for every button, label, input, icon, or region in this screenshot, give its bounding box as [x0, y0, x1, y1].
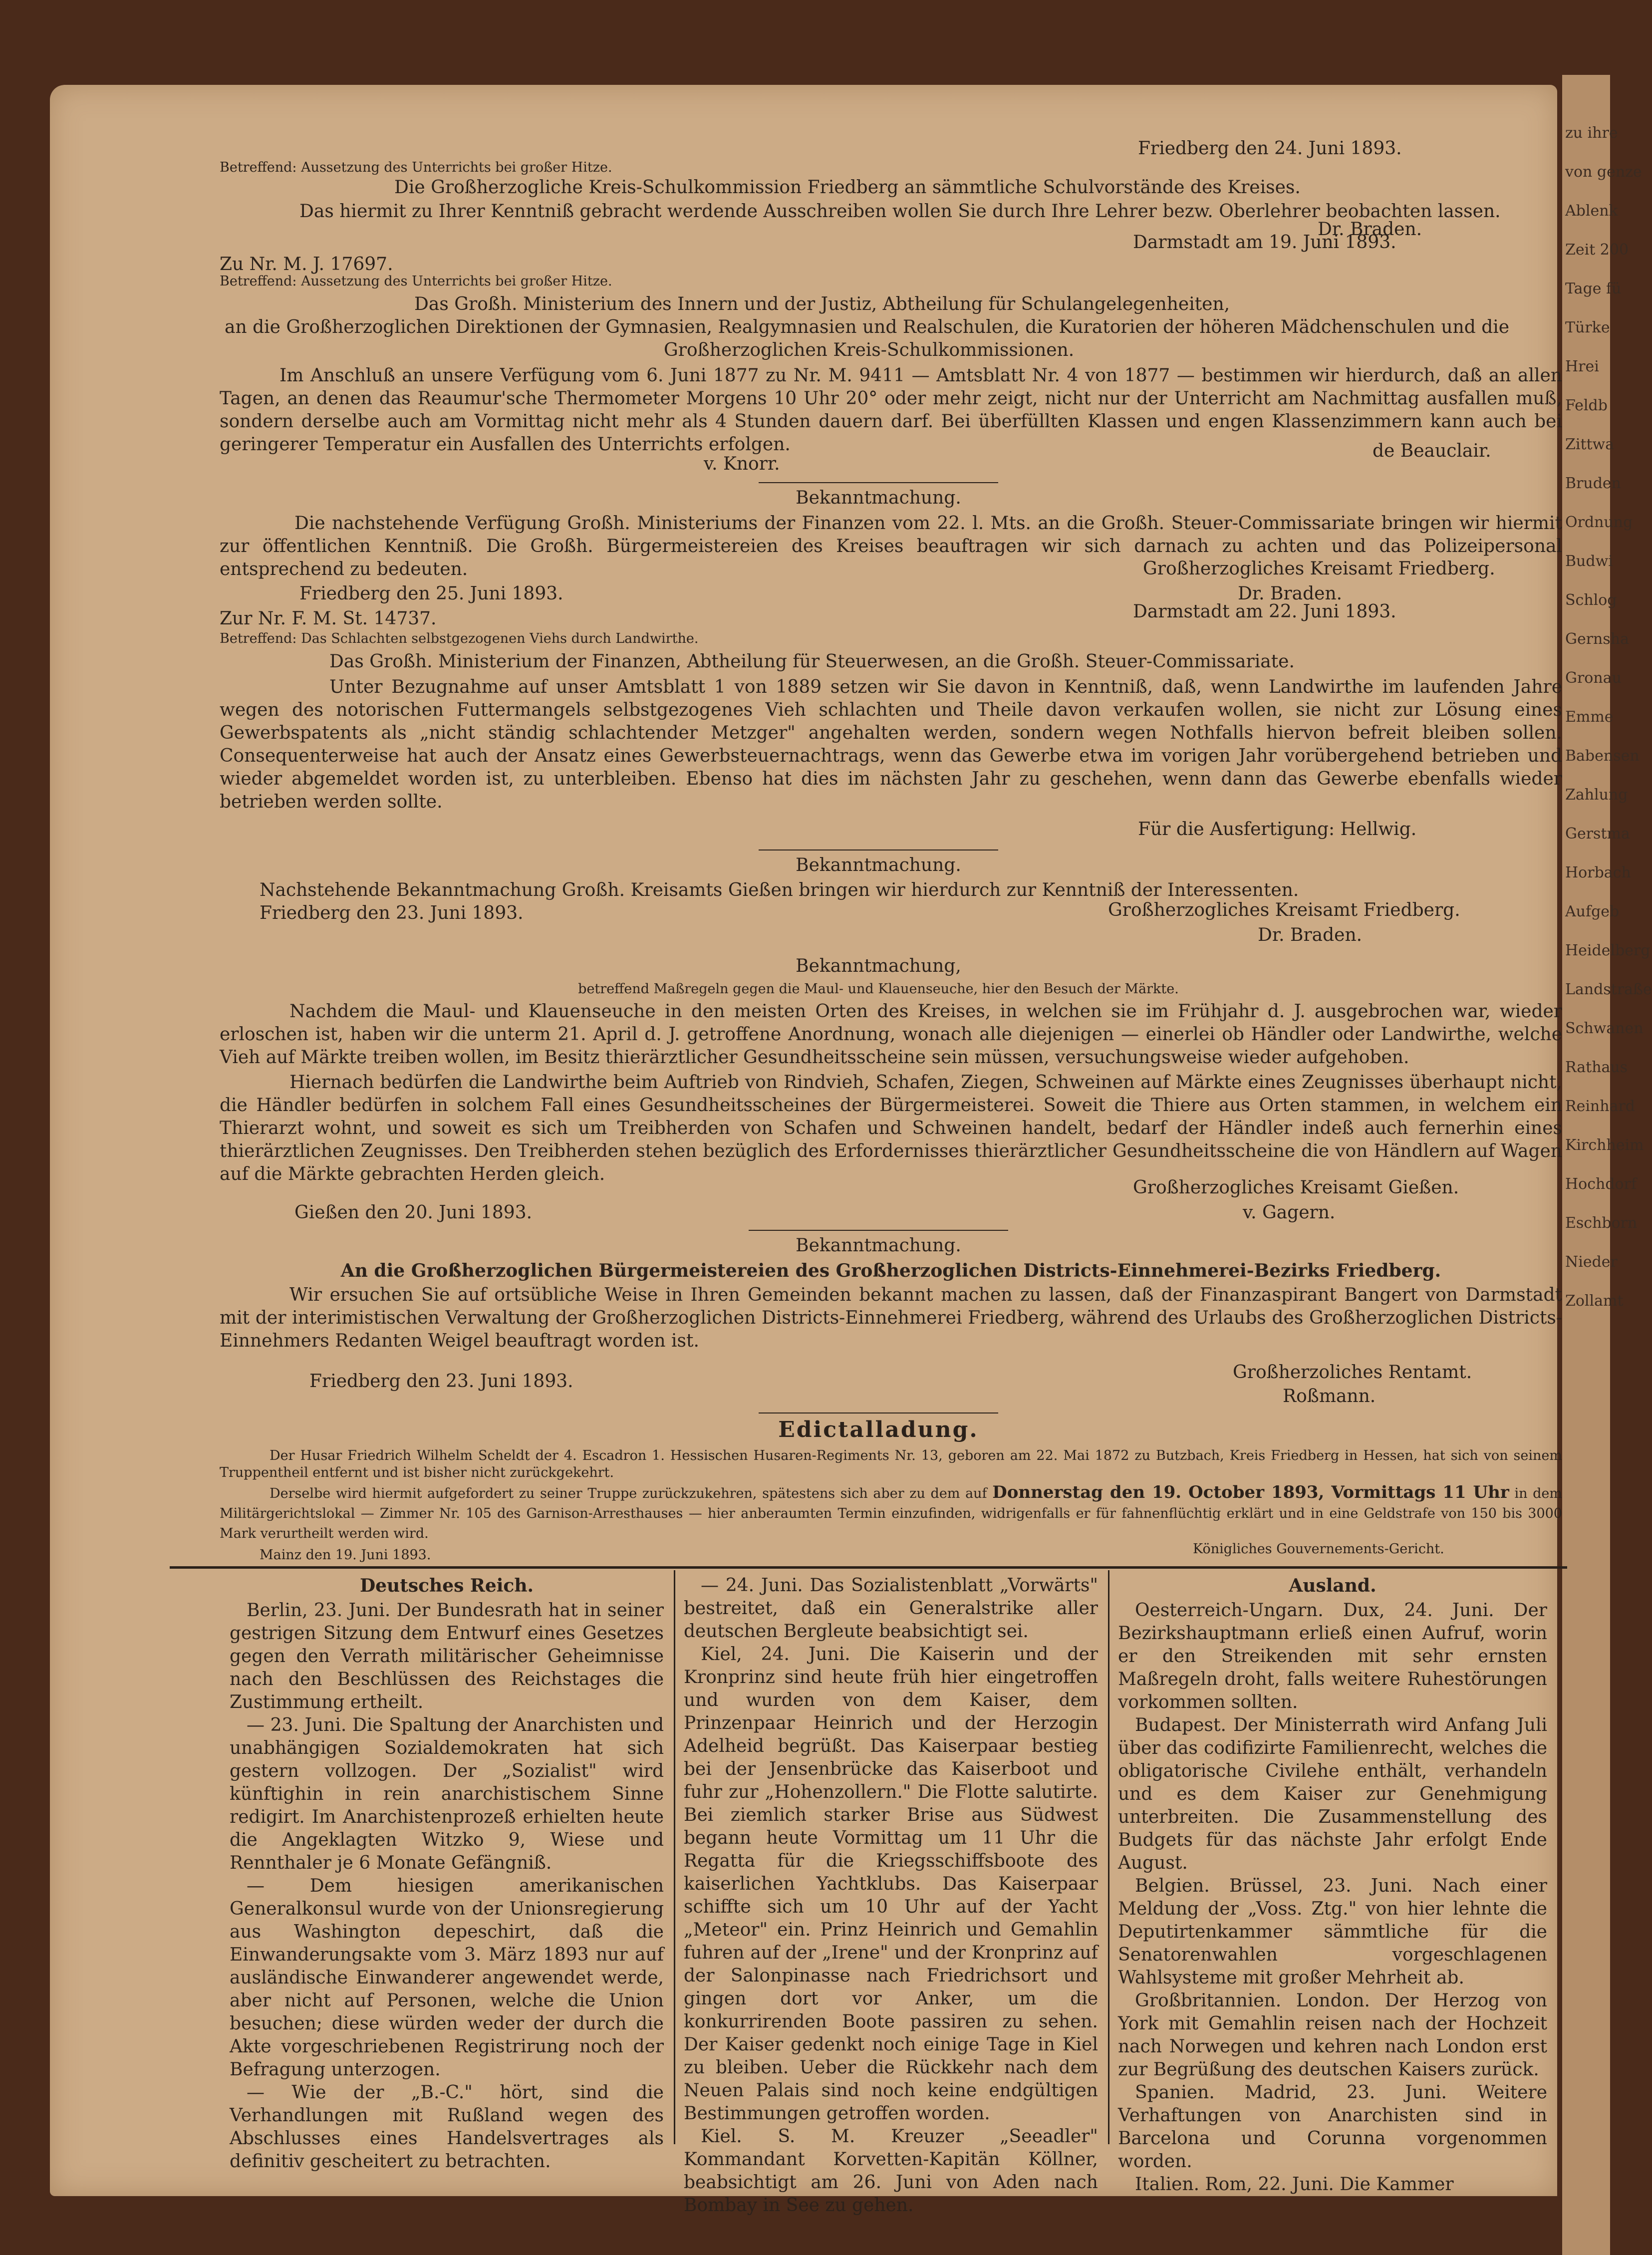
adjacent-page-fragment: Heidelberg	[1565, 942, 1651, 959]
news-item: Spanien. Madrid, 23. Juni. Weitere Verhaftungen von Anarchisten sind in Barcelona und Corunna vorgenommen worden.	[1118, 2082, 1547, 2172]
body-line: Das hiermit zu Ihrer Kenntniß gebracht werdende Ausschreiben wollen Sie durch Ihre Lehrer bezw. Oberlehrer beobachten lassen.	[299, 201, 1501, 222]
adjacent-page-fragment: Hochdorf	[1565, 1175, 1637, 1193]
place-date: Darmstadt am 22. Juni 1893.	[1133, 601, 1396, 622]
adjacent-page-fragment: Gernsha	[1565, 630, 1629, 648]
news-item: Budapest. Der Ministerrath wird Anfang Juli über das codifizirte Familienrecht, welches die obligatorische Civilehe enthält, verhandeln und es dem Kaiser zur Genehmigung unterbreiten. Die Zusammenstellung des Budgets für das nächste Jahr erfolgt Ende August.	[1118, 1715, 1547, 1873]
heading-line: an die Großherzoglichen Direktionen der Gymnasien, Realgymnasien und Realschulen, die Kuratorien der höheren Mädchenschulen und die	[225, 317, 1510, 337]
divider	[749, 1230, 1008, 1231]
signature: v. Gagern.	[1243, 1202, 1336, 1223]
signature: Dr. Braden.	[1238, 583, 1343, 604]
decree-body: Im Anschluß an unsere Verfügung vom 6. Juni 1877 zu Nr. M. 9411 — Amtsblatt Nr. 4 von 1877 — bestimmen wir hierdurch, daß an allen Tagen, an denen das Reaumur'sche Thermometer Morgens 10 Uhr 20° oder mehr zeigt, nicht nur der Unterricht am Nachmittag ausfallen muß, sondern derselbe auch am Vormittag nicht mehr als 4 Stunden dauern darf. Bei überfüllten Klassen und engen Klassenzimmern kann auch bei geringerer Temperatur ein Ausfallen des Unterrichts erfolgen.	[220, 365, 1562, 455]
thick-divider	[170, 1566, 1567, 1569]
adjacent-page-fragment: Kirchheim	[1565, 1136, 1644, 1154]
divider	[759, 482, 998, 483]
section-heading: An die Großherzoglichen Bürgermeistereien des Großherzoglichen Districts-Einnehmerei-Bezirks Friedberg.	[340, 1260, 1441, 1281]
section-title: Bekanntmachung.	[796, 855, 961, 875]
news-item: Großbritannien. London. Der Herzog von York mit Gemahlin reisen nach der Hochzeit nach Norwegen und kehren nach London erst zur Begrüßung des deutschen Kaisers zurück.	[1118, 1990, 1547, 2080]
column-deutsches-reich	[230, 1574, 664, 2173]
hearing-date: Donnerstag den 19. October 1893, Vormittags 11 Uhr	[992, 1482, 1509, 1502]
column-title: Deutsches Reich.	[359, 1575, 534, 1596]
signature: Dr. Braden.	[1258, 925, 1363, 945]
adjacent-page-fragment: Ablenk	[1565, 202, 1618, 220]
heading-line: Das Großh. Ministerium der Finanzen, Abtheilung für Steuerwesen, an die Großh. Steuer-Commissariate.	[329, 651, 1295, 672]
place-date: Friedberg den 23. Juni 1893.	[260, 903, 524, 923]
adjacent-page-fragment: Emme	[1565, 708, 1614, 726]
adjacent-page-fragment: Aufgeb	[1565, 903, 1620, 920]
place-date: Friedberg den 23. Juni 1893.	[309, 1371, 573, 1392]
news-item: Belgien. Brüssel, 23. Juni. Nach einer Meldung der „Voss. Ztg." von hier lehnte die Deputirtenkammer sämmtliche für die Senatorenwahlen vorgeschlagenen Wahlsysteme mit großer Mehrheit ab.	[1118, 1876, 1547, 1988]
adjacent-page-fragment: Reinhard	[1565, 1098, 1636, 1115]
section-title: Bekanntmachung.	[796, 1235, 961, 1256]
authority: Großherzoliches Rentamt.	[1233, 1362, 1472, 1383]
adjacent-page-fragment: von genze	[1565, 163, 1642, 181]
column-news-continued	[684, 1574, 1098, 2217]
adjacent-page-fragment: Gerstma	[1565, 825, 1630, 843]
announcement-body: Nachdem die Maul- und Klauenseuche in den meisten Orten des Kreises, in welchen sie im Frühjahr d. J. ausgebrochen war, wieder erloschen ist, haben wir die unterm 21. April d. J. getroffene Anordnung, wonach alle diejenigen — einerlei ob Händler oder Landwirthe, welche Vieh auf Märkte treiben wollen, im Besitz thierärztlicher Gesundheitsscheine sein müssen, versuchungsweise wieder aufgehoben.	[220, 1001, 1562, 1068]
adjacent-page-fragment: Gronau	[1565, 669, 1622, 687]
place-date: Mainz den 19. Juni 1893.	[260, 1547, 431, 1563]
authority: Großherzogliches Kreisamt Friedberg.	[1108, 900, 1460, 920]
news-item: Berlin, 23. Juni. Der Bundesrath hat in seiner gestrigen Sitzung dem Entwurf eines Gesetzes gegen den Verrath militärischer Geheimnisse nach den Beschlüssen des Reichstages die Zustimmung ertheilt.	[230, 1600, 664, 1712]
column-divider	[1108, 1570, 1109, 2144]
signature: Dr. Braden.	[1318, 219, 1422, 240]
edict-body: Der Husar Friedrich Wilhelm Scheldt der 4. Escadron 1. Hessischen Husaren-Regiments Nr. 13, geboren am 22. Mai 1872 zu Butzbach, Kreis Friedberg in Hessen, hat sich von seinem Truppentheil entfernt und ist bisher nicht zurückgekehrt.	[220, 1448, 1562, 1480]
place-date: Gießen den 20. Juni 1893.	[294, 1202, 533, 1223]
news-item: Oesterreich-Ungarn. Dux, 24. Juni. Der Bezirkshauptmann erließ einen Aufruf, worin er den Streikenden mit sehr ernsten Maßregeln droht, falls weitere Ruhestörungen vorkommen sollten.	[1118, 1600, 1547, 1712]
adjacent-page-fragment: Schwanen	[1565, 1020, 1644, 1037]
heading-line: Die Großherzogliche Kreis-Schulkommission Friedberg an sämmtliche Schulvorstände des Kreises.	[394, 177, 1301, 198]
section-subtitle: betreffend Maßregeln gegen die Maul- und Klauenseuche, hier den Besuch der Märkte.	[578, 981, 1179, 997]
adjacent-page-fragment: Zollamt	[1565, 1292, 1624, 1310]
authority: Königliches Gouvernements-Gericht.	[1193, 1541, 1444, 1557]
adjacent-page-fragment: Zittwa	[1565, 436, 1615, 453]
decree-body: Unter Bezugnahme auf unser Amtsblatt 1 von 1889 setzen wir Sie davon in Kenntniß, daß, wenn Landwirthe im laufenden Jahre wegen des notorischen Futtermangels selbstgezogenes Vieh schlachten und Theile davon verkaufen wollen, sie nicht zur Lösung eines Gewerbspatents als „nicht ständig schlachtender Metzger" angehalten werden, sondern wegen Nothfalls hiervon befreit bleiben sollen. Consequenterweise hat auch der Ansatz eines Gewerbsteuernachtrags, wenn das Gewerbe etwa im vorigen Jahr vorübergehend betrieben und wieder abgemeldet worden ist, zu unterbleiben. Ebenso hat dies im nächsten Jahr zu geschehen, wenn dann das Gewerbe ebenfalls wieder betrieben werden sollte.	[220, 677, 1562, 812]
authority: Großherzogliches Kreisamt Gießen.	[1133, 1177, 1459, 1198]
closing-line: Für die Ausfertigung: Hellwig.	[1138, 819, 1417, 840]
adjacent-page-fragment: Feldb	[1565, 397, 1608, 414]
adjacent-page-fragment: Zeit 200	[1565, 241, 1629, 259]
heading-line: Großherzoglichen Kreis-Schulkommissionen.	[664, 340, 1075, 360]
adjacent-page-fragment: zu ihre	[1565, 124, 1618, 142]
edict-body: Derselbe wird hiermit aufgefordert zu seiner Truppe zurückzukehren, spätestens sich aber zu dem auf Donnerstag den 19. October 1893, Vormittags 11 Uhr in dem Militärgerichtslokal — Zimmer Nr. 105 des Garnison-Arresthauses — hier anberaumten Termin einzufinden, widrigenfalls er für fahnenflüchtig erklärt und in eine Geldstrafe von 150 bis 3000 Mark verurtheilt werden wird.	[220, 1482, 1562, 1541]
adjacent-page-fragment: Tage fü	[1565, 280, 1622, 297]
place-date: Friedberg den 25. Juni 1893.	[299, 583, 563, 604]
announcement-body: Hiernach bedürfen die Landwirthe beim Auftrieb von Rindvieh, Schafen, Ziegen, Schweinen auf Märkte eines Zeugnisses überhaupt nicht, die Händler bedürfen in solchem Fall eines Gesundheitsscheines der Bürgermeisterei. Soweit die Thiere aus Orten stammen, in welchem ein Thierarzt wohnt, und soweit es sich um Treibherden von Schafen und Schweinen handelt, bedarf der Händler indeß auch fernerhin eines thierärztlichen Zeugnisses. Den Treibherden stehen bezüglich des Erfordernisses thierärztlicher Gesundheitsscheine die von Händlern auf Wagen auf die Märkte gebrachten Herden gleich.	[220, 1072, 1562, 1184]
adjacent-page-fragment: Landstraße	[1565, 981, 1652, 998]
news-item: — 23. Juni. Die Spaltung der Anarchisten und unabhängigen Sozialdemokraten hat sich gestern vollzogen. Der „Sozialist" wird künftighin in rein anarchistischem Sinne redigirt. Im Anarchistenprozeß erhielten heute die Angeklagten Witzko 9, Wiese und Rennthaler je 6 Monate Gefängniß.	[230, 1715, 664, 1873]
reference-number: Zur Nr. F. M. St. 14737.	[220, 608, 437, 629]
place-date: Friedberg den 24. Juni 1893.	[1138, 138, 1402, 159]
divider	[759, 849, 998, 850]
column-divider	[674, 1570, 675, 2144]
heading-line: Das Großh. Ministerium des Innern und der Justiz, Abtheilung für Schulangelegenheiten,	[414, 294, 1230, 314]
adjacent-page-fragment: Horbach	[1565, 864, 1631, 881]
signature: Roßmann.	[1283, 1386, 1376, 1407]
betreff-line: Betreffend: Aussetzung des Unterrichts bei großer Hitze.	[220, 274, 612, 289]
adjacent-page-fragment: Nieder	[1565, 1253, 1618, 1271]
adjacent-page-fragment: Türke	[1565, 319, 1610, 336]
adjacent-page-fragment: Zahlung	[1565, 786, 1628, 804]
section-title: Bekanntmachung.	[796, 488, 961, 508]
adjacent-page-fragment: Eschborn	[1565, 1214, 1638, 1232]
adjacent-page-edge	[1562, 75, 1652, 2255]
news-item: — Dem hiesigen amerikanischen Generalkonsul wurde von der Unionsregierung aus Washington depeschirt, daß die Einwanderungsakte vom 3. März 1893 nur auf ausländische Einwanderer angewendet werde, aber nicht auf Personen, welche die Union besuchen; diese würden weder der durch die Akte vorgeschriebenen Registrirung noch der Befragung unterzogen.	[230, 1876, 664, 2080]
adjacent-page-fragment: Budwi	[1565, 553, 1613, 570]
announcement-body: Wir ersuchen Sie auf ortsübliche Weise in Ihren Gemeinden bekannt machen zu lassen, daß der Finanzaspirant Bangert von Darmstadt mit der interimistischen Verwaltung der Großherzoglichen Districts-Einnehmerei Friedberg, während des Urlaubs des Großherzoglichen Districts-Einnehmers Redanten Weigel beauftragt worden ist.	[220, 1285, 1562, 1351]
signature: de Beauclair.	[1373, 441, 1491, 461]
signature: v. Knorr.	[704, 454, 780, 474]
announcement-body: Die nachstehende Verfügung Großh. Ministeriums der Finanzen vom 22. l. Mts. an die Großh. Steuer-Commissariate bringen wir hiermit zur öffentlichen Kenntniß. Die Großh. Bürgermeistereien des Kreises beauftragen wir sich darnach zu achten und das Polizeipersonal entsprechend zu bedeuten.	[220, 513, 1562, 579]
adjacent-page-fragment: Ordnung	[1565, 514, 1633, 531]
announcement-body: Nachstehende Bekanntmachung Großh. Kreisamts Gießen bringen wir hierdurch zur Kenntniß der Interessenten.	[260, 880, 1299, 900]
place-date: Darmstadt am 19. Juni 1893.	[1133, 232, 1396, 253]
adjacent-page-fragment: Bruden	[1565, 475, 1621, 492]
betreff-line: Betreffend: Aussetzung des Unterrichts bei großer Hitze.	[220, 160, 612, 175]
news-item: Kiel, 24. Juni. Die Kaiserin und der Kronprinz sind heute früh hier eingetroffen und wurden von dem Kaiser, dem Prinzenpaar Heinrich und der Herzogin Adelheid begrüßt. Das Kaiserpaar bestieg bei der Jensenbrücke das Kaiserboot und fuhr zur „Hohenzollern." Die Flotte salutirte. Bei ziemlich starker Brise aus Südwest begann heute Vormittag um 11 Uhr die Regatta für die Kriegsschiffsboote des kaiserlichen Yachtklubs. Das Kaiserpaar schiffte sich um 10 Uhr auf der Yacht „Meteor" ein. Prinz Heinrich und Gemahlin fuhren auf der „Irene" und der Kronprinz auf der Salonpinasse nach Friedrichsort und gingen dort vor Anker, um die konkurrirenden Boote passiren zu sehen. Der Kaiser gedenkt noch einige Tage in Kiel zu bleiben. Ueber die Rückkehr nach dem Neuen Palais sind noch keine endgültigen Bestimmungen getroffen worden.	[684, 1644, 1098, 2124]
adjacent-page-fragment: Hrei	[1565, 358, 1599, 375]
adjacent-page-fragment: Schlog	[1565, 591, 1617, 609]
authority: Großherzogliches Kreisamt Friedberg.	[1143, 559, 1495, 579]
newspaper-page	[50, 85, 1562, 2216]
reference-number: Zu Nr. M. J. 17697.	[220, 254, 393, 275]
news-item: — 24. Juni. Das Sozialistenblatt „Vorwärts" bestreitet, daß ein Generalstrike aller deutschen Bergleute beabsichtigt sei.	[684, 1575, 1098, 1642]
section-title: Bekanntmachung,	[796, 956, 961, 976]
column-ausland	[1118, 1574, 1547, 2196]
news-item: — Wie der „B.-C." hört, sind die Verhandlungen mit Rußland wegen des Abschlusses eines Handelsvertrages als definitiv gescheitert zu betrachten.	[230, 2082, 664, 2172]
news-item: Italien. Rom, 22. Juni. Die Kammer	[1135, 2174, 1454, 2195]
news-item: Kiel. S. M. Kreuzer „Seeadler" Kommandant Korvetten-Kapitän Köllner, beabsichtigt am 26. Juni von Aden nach Bombay in See zu gehen.	[684, 2126, 1098, 2216]
adjacent-page-fragment: Babensen	[1565, 747, 1640, 765]
divider	[759, 1412, 998, 1413]
section-title: Edictalladung.	[778, 1417, 979, 1442]
column-title: Ausland.	[1289, 1575, 1377, 1596]
adjacent-page-fragment: Rathaus	[1565, 1059, 1628, 1076]
betreff-line: Betreffend: Das Schlachten selbstgezogenen Viehs durch Landwirthe.	[220, 631, 699, 646]
